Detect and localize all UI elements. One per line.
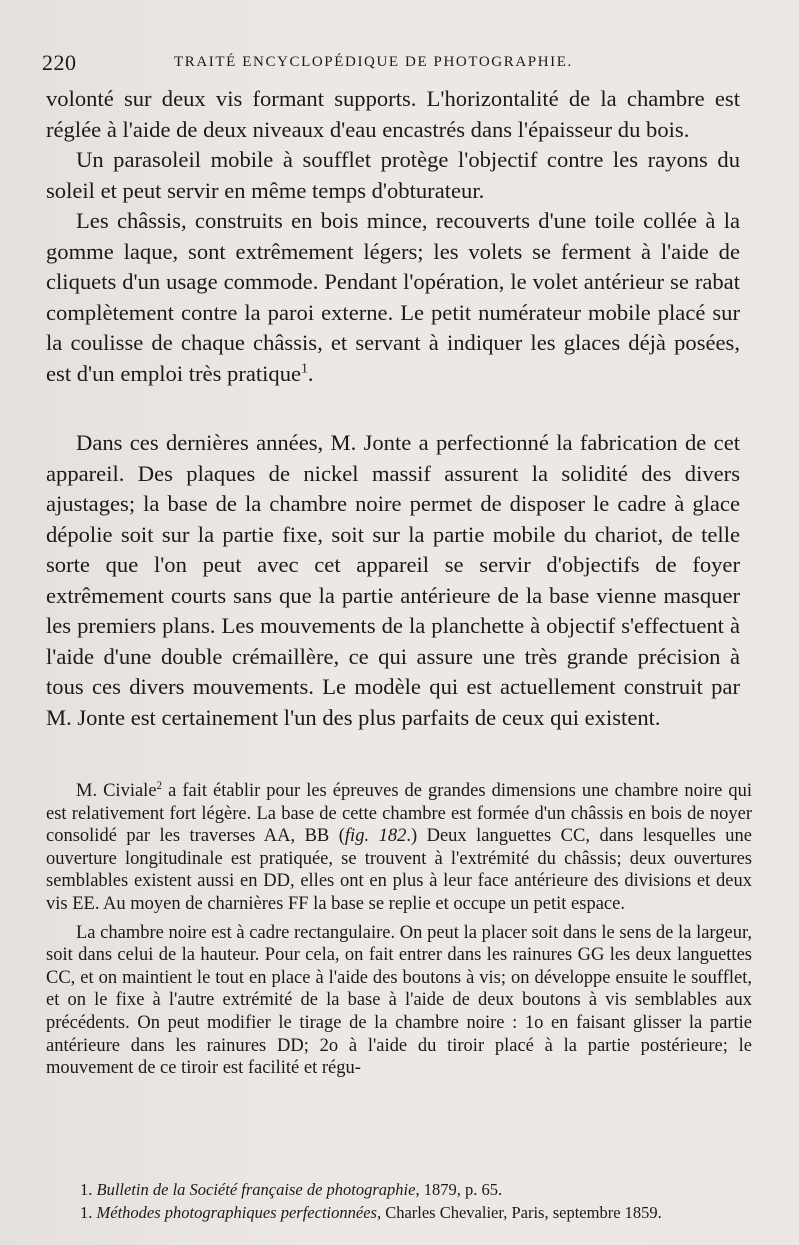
footnote-title: Méthodes photographiques perfectionnées	[96, 1203, 377, 1222]
running-title: TRAITÉ ENCYCLOPÉDIQUE DE PHOTOGRAPHIE.	[174, 54, 573, 70]
body-text-section-2	[46, 428, 740, 733]
civiale-text-b: a fait établir pour les épreuves de grandes dimensions une chambre noire qui est relativement fort légère. La base de cette chambre est formée d'un châssis en bois de noyer consolidé par les traverses AA, BB (	[46, 781, 752, 847]
footnote-ref-2: 2	[156, 779, 163, 792]
paragraph-chambre-noire: La chambre noire est à cadre rectangulaire. On peut la placer soit dans le sens de la largeur, soit dans celui de la hauteur. Pour cela, on fait entrer dans les rainures GG les deux languettes CC, et on maintient le tout en place à l'aide des boutons à vis; on développe ensuite le soufflet, et on le fixe à l'autre extrémité de la base à l'aide de deux boutons à vis semblables aux précédents. On peut modifier le tirage de la chambre noire : 1o en faisant glisser la partie antérieure dans les rainures DD; 2o à l'aide du tiroir placé à la partie postérieure; le mouvement de ce tiroir est facilité et régu-	[46, 922, 752, 1079]
paragraph-chassis-text: Les châssis, construits en bois mince, recouverts d'une toile collée à la gomme laque, sont extrêmement légers; les volets se ferment à l'aide de cliquets d'un usage commode. Pendant l'opération, le volet antérieur se rabat complètement contre la paroi externe. Le petit numérateur mobile placé sur la coulisse de chaque châssis, et servant à indiquer les glaces déjà posées, est d'un emploi très pratique	[46, 208, 740, 386]
footnote-number: 1.	[80, 1203, 93, 1222]
footnote-details: , 1879, p. 65.	[415, 1180, 503, 1199]
footnote-ref-1: 1	[301, 359, 308, 375]
footnotes	[80, 1178, 760, 1224]
footnote-details: , Charles Chevalier, Paris, septembre 1859.	[376, 1203, 662, 1222]
paragraph-jonte: Dans ces dernières années, M. Jonte a perfectionné la fabrication de cet appareil. Des plaques de nickel massif assurent la solidité des divers ajustages; la base de la chambre noire permet de disposer le cadre à glace dépolie soit sur la partie fixe, soit sur la partie mobile du chariot, de telle sorte que l'on peut avec cet appareil se servir d'objectifs de foyer extrêmement courts sans que la partie antérieure de la base vienne masquer les premiers plans. Les mouvements de la planchette à objectif s'effectuent à l'aide d'une double crémaillère, ce qui assure une très grande précision à tous ces divers mouvements. Le modèle qui est actuellement construit par M. Jonte est certainement l'un des plus parfaits de ceux qui existent.	[46, 430, 740, 730]
page-number: 220	[42, 50, 77, 75]
body-text-section-1	[46, 84, 740, 389]
civiale-text-a: M. Civiale	[76, 781, 157, 801]
figure-reference: fig. 182	[344, 826, 407, 847]
footnote-1	[80, 1178, 760, 1201]
paragraph-continued: volonté sur deux vis formant supports. L'horizontalité de la chambre est réglée à l'aide de deux niveaux d'eau encastrés dans l'épaisseur du bois.	[46, 86, 740, 142]
page-header	[42, 50, 757, 80]
footnote-number: 1.	[80, 1180, 93, 1199]
paragraph-parasoleil: Un parasoleil mobile à soufflet protège l'objectif contre les rayons du soleil et peut servir en même temps d'obturateur.	[46, 147, 740, 203]
paragraph-chassis	[46, 206, 740, 389]
footnote-title: Bulletin de la Société française de photographie	[96, 1180, 416, 1199]
paragraph-chassis-end: .	[307, 360, 314, 386]
paragraph-civiale	[46, 780, 752, 916]
civiale-text-c: .) Deux languettes CC, dans lesquelles une ouverture longitudinale est pratiquée, se trouvent à l'extrémité du châssis; deux ouvertures semblables existent aussi en DD, elles ont en plus à leur face antérieure des divisions et deux vis EE. Au moyen de charnières FF la base se replie et occupe un petit espace.	[46, 826, 753, 914]
small-text-section	[46, 780, 752, 1080]
footnote-2	[80, 1201, 760, 1224]
